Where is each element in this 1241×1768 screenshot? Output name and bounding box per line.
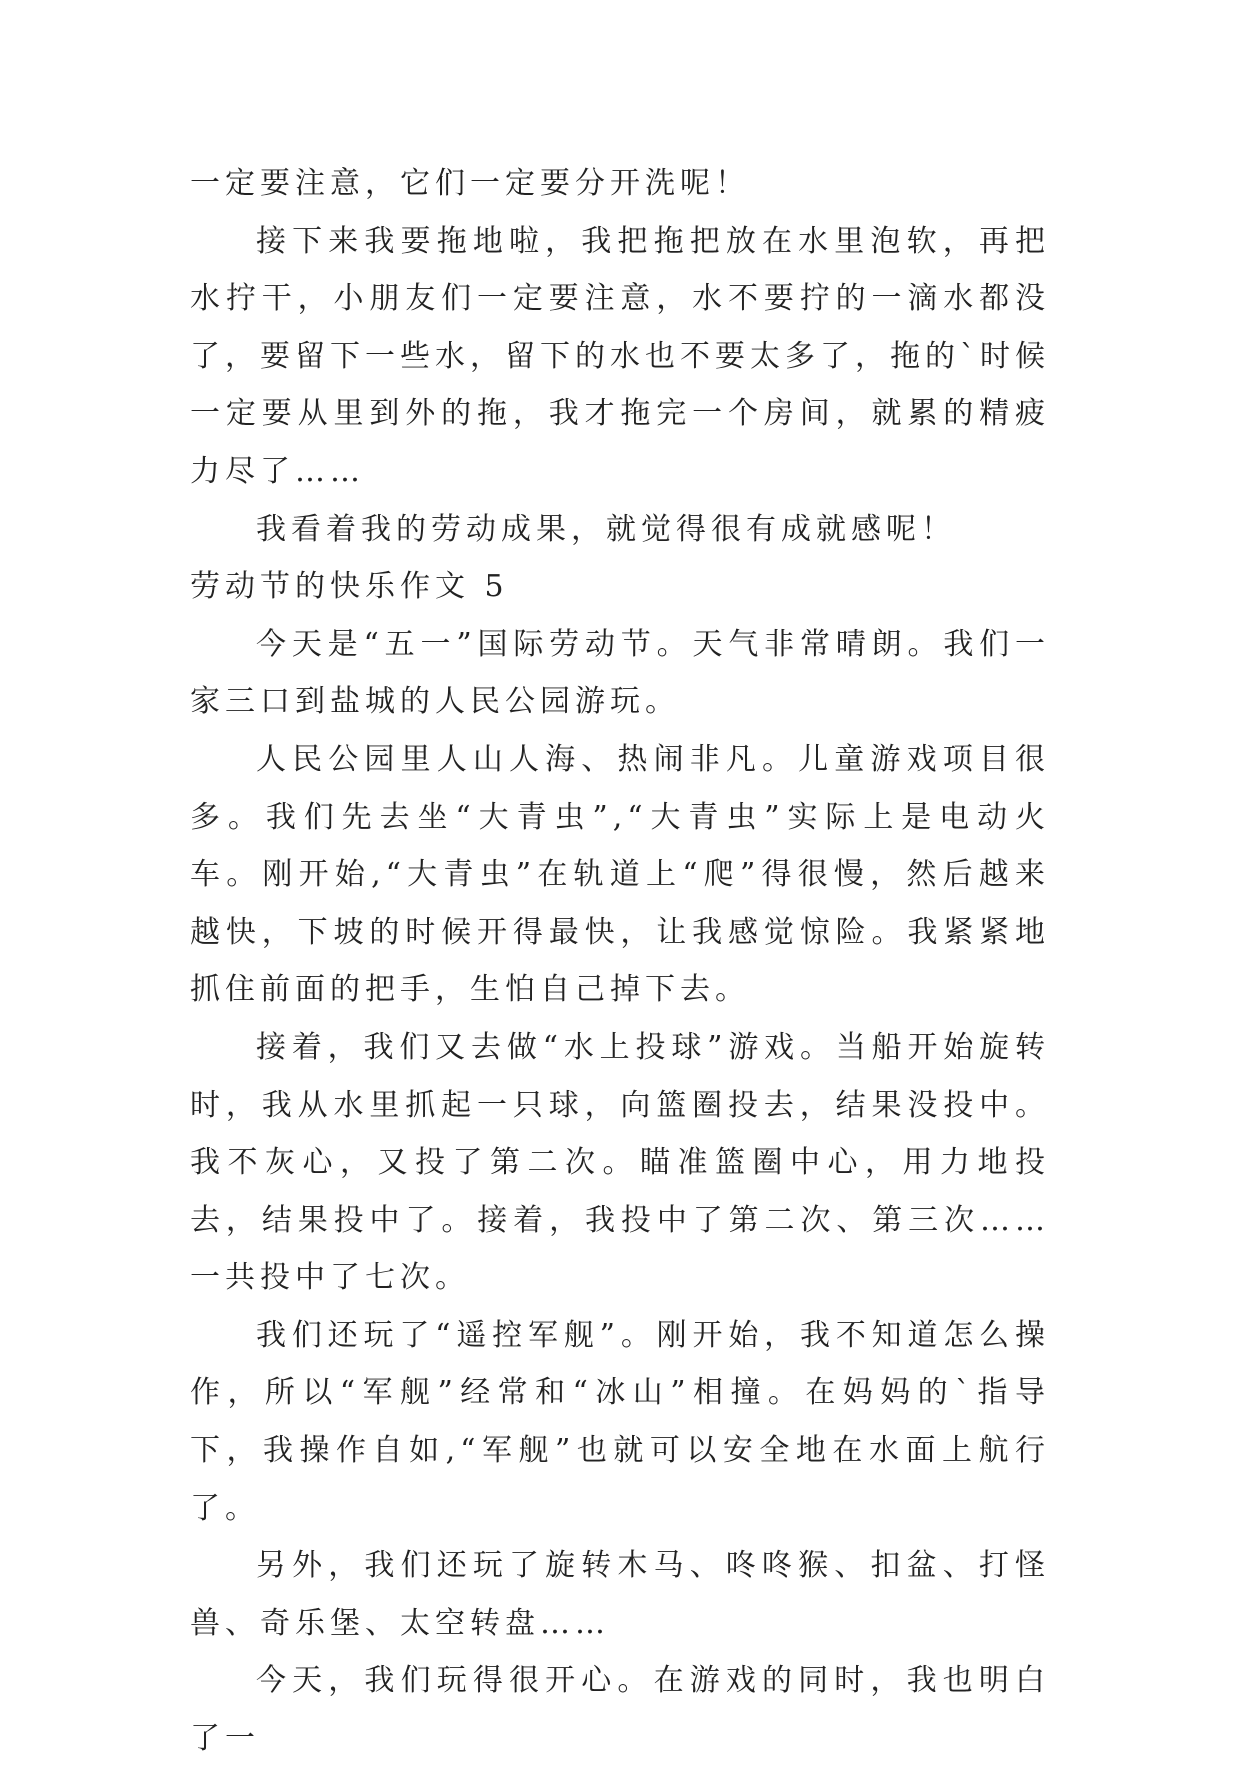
essay-title: 劳动节的快乐作文 5 xyxy=(190,569,509,605)
paragraph-caterpillar: 人民公园里人山人海、热闹非凡。儿童游戏项目很多。我们先去坐“大青虫”,“大青虫”实际上是电动火车。刚开始,“大青虫”在轨道上“爬”得很慢，然后越来越快，下坡的时候开得最快，让我感觉惊险。我紧紧地抓住前面的把手，生怕自己掉下去。 xyxy=(190,741,1050,1008)
paragraph-conclusion: 今天，我们玩得很开心。在游戏的同时，我也明白了一 xyxy=(190,1663,1050,1757)
paragraph-ball-toss: 接着，我们又去做“水上投球”游戏。当船开始旋转时，我从水里抓起一只球，向篮圈投去，结果没投中。我不灰心，又投了第二次。瞄准篮圈中心，用力地投去，结果投中了。接着，我投中了第二次、第三次……一共投中了七次。 xyxy=(190,1029,1050,1296)
paragraph-other-rides: 另外，我们还玩了旋转木马、咚咚猴、扣盆、打怪兽、奇乐堡、太空转盘…… xyxy=(190,1548,1050,1641)
paragraph-continued: 一定要注意，它们一定要分开洗呢！ xyxy=(190,166,750,201)
paragraph-achievement: 我看着我的劳动成果，就觉得很有成就感呢！ xyxy=(256,511,956,547)
paragraph-intro: 今天是“五一”国际劳动节。天气非常晴朗。我们一家三口到盐城的人民公园游玩。 xyxy=(190,626,1050,720)
document-body xyxy=(190,155,1050,1768)
paragraph-mopping: 接下来我要拖地啦，我把拖把放在水里泡软，再把水拧干，小朋友们一定要注意，水不要拧的一滴水都没了，要留下一些水，留下的水也不要太多了，拖的`时候一定要从里到外的拖，我才拖完一个房间，就累的精疲力尽了…… xyxy=(190,223,1050,489)
paragraph-warship: 我们还玩了“遥控军舰”。刚开始，我不知道怎么操作，所以“军舰”经常和“冰山”相撞。在妈妈的`指导下，我操作自如,“军舰”也就可以安全地在水面上航行了。 xyxy=(190,1317,1050,1526)
